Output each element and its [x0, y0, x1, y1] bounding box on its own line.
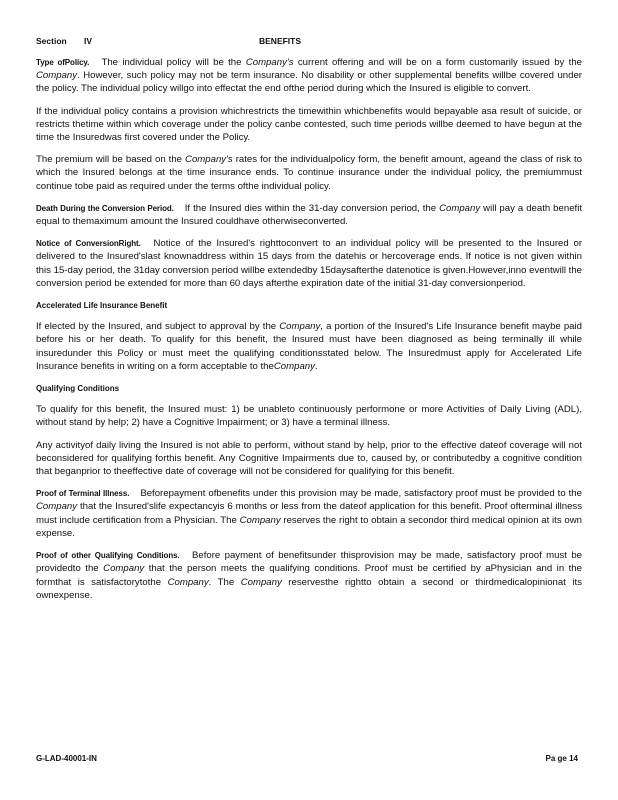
paragraph-heading: Type ofPolicy. — [36, 58, 90, 67]
paragraph-text: The premium will be based on the — [36, 154, 186, 166]
company-term: Company — [103, 563, 145, 575]
company-term: Company — [273, 360, 315, 372]
paragraph-text: that the person meets the qualifying conditions. Proof must be certified by aPhysician and in the formthat is satisfactorytothe — [36, 563, 582, 588]
paragraph-text: , a portion of the Insured's Life Insurance benefit maybe paid before his or her death. To qualify for this benefit, the Insured must have been diagnosed as being terminally ill while insuredunder this Policy or must meet the qualifying conditionsstated below. The Insuredmust apply for Accelerated Life Insurance benefits in writing on a form acceptable to the — [36, 321, 582, 372]
document-body — [36, 56, 582, 611]
paragraph-text: current offering and will be on a form customarily issued by the — [293, 57, 582, 68]
paragraph-text: reservesthe rightto obtain a second or thirdmedicalopinionat its ownexpense. — [36, 576, 583, 601]
paragraph-text: that the Insured'slife expectancyis 6 months or less from the dateof application for this benefit. Proof ofterminal illness must include certification from a Physician. The — [36, 501, 582, 526]
paragraph-notice — [36, 237, 582, 290]
paragraph-heading: Death During the Conversion Period. — [36, 203, 174, 213]
section-header — [36, 36, 582, 50]
paragraph-heading: Proof of other Qualifying Conditions. — [36, 551, 180, 561]
paragraph-text: . However, such policy may not be term insurance. No disability or other supplemental benefits willbe covered under the policy. The individual policy willgo into effectat the end ofthe period during which the Insured is eligible to convert. — [36, 70, 582, 95]
paragraph-text: Notice of the Insured's righttoconvert to an individual policy will be presented to the Insured or delivered to the Insured'slast knownaddress within 15 days from the datehis or hercoverage ends. If notice is not given within this 15-day period, the 31day conversion period willbe extendedby 15daysafterthe datenotice is given.However,inno eventwill the conversion period be extended for more than 60 days afterthe expiration date of the initial 31-day conversionperiod. — [36, 238, 583, 289]
paragraph-death-conversion — [36, 202, 582, 228]
company-term: Company's — [245, 57, 294, 68]
paragraph-text: will pay a death benefit equal to themaximum amount the Insured couldhave otherwiseconverted. — [36, 202, 582, 228]
section-number: IV — [84, 36, 93, 46]
paragraph-text: If elected by the Insured, and subject to approval by the — [36, 321, 280, 333]
paragraph-terminal — [36, 487, 582, 540]
page-number: Pa ge 14 — [545, 754, 578, 763]
paragraph-accelerated — [36, 320, 582, 373]
paragraph-type-of-policy — [36, 56, 582, 96]
paragraph-text: rates for the individualpolicy form, the benefit amount, ageand the class of risk to which the Insured belongs at the time insurance ends. To continue insurance under the individual policy, the premiummust continue tobe paid as required under the terms ofthe individual policy. — [36, 154, 582, 192]
paragraph-text: Beforepayment ofbenefits under this provision may be made, satisfactory proof must be provided to the — [140, 488, 582, 500]
company-term: Company — [439, 202, 481, 214]
paragraph-restricts: If the individual policy contains a provision whichrestricts the timewithin whichbenefits would bepayable asa result of suicide, or restricts thetime within which coverage under the policy canbe contested, such time periods willbe deemed to have begun at the time the Insuredwas first covered under the Policy. — [36, 105, 582, 144]
company-term: Company — [239, 514, 281, 526]
paragraph-text: . — [314, 360, 318, 372]
paragraph-other-conditions — [36, 549, 582, 602]
section-label: Section — [36, 36, 67, 46]
company-term: Company's — [185, 154, 233, 166]
paragraph-activity: Any activityof daily living the Insured is not able to perform, without stand by help, prior to the effective dateof coverage will not beconsidered for qualifying forthis benefit. Any Cognitive Impairments due to, caused by, or contributedby a cognitive condition that beganprior to theeffective date of coverage will not be considered for qualifying for this benefit. — [36, 439, 582, 478]
paragraph-heading: Notice of ConversionRight. — [36, 239, 141, 249]
paragraph-text: Before payment of benefitsunder thisprovision may be made, satisfactory proof must be providedto the — [36, 550, 582, 575]
company-term: Company — [36, 501, 78, 513]
paragraph-heading: Proof of Terminal Illness. — [36, 489, 130, 499]
paragraph-text: . The — [208, 576, 241, 588]
qualifying-heading: Qualifying Conditions — [36, 384, 120, 394]
section-title: BENEFITS — [259, 36, 302, 46]
paragraph-text: The individual policy will be the — [101, 57, 246, 68]
paragraph-qualifying: To qualify for this benefit, the Insured must: 1) be unableto continuously performone or more Activities of Daily Living (ADL), without stand by help; 2) have a Cognitive Impairment; or 3) have a terminal illness. — [36, 404, 582, 429]
page-footer — [36, 754, 578, 763]
paragraph-text: If the Insured dies within the 31-day conversion period, the — [184, 202, 440, 214]
company-term: Company — [36, 70, 78, 82]
accelerated-heading: Accelerated Life Insurance Benefit — [36, 301, 168, 311]
paragraph-premium — [36, 153, 582, 193]
company-term: Company — [167, 576, 209, 588]
company-term: Company — [240, 576, 282, 588]
form-number: G-LAD-40001-IN — [36, 754, 97, 763]
paragraph-text: reserves the right to obtain a secondor third medical opinion at its own expense. — [36, 514, 582, 539]
company-term: Company — [279, 321, 321, 333]
